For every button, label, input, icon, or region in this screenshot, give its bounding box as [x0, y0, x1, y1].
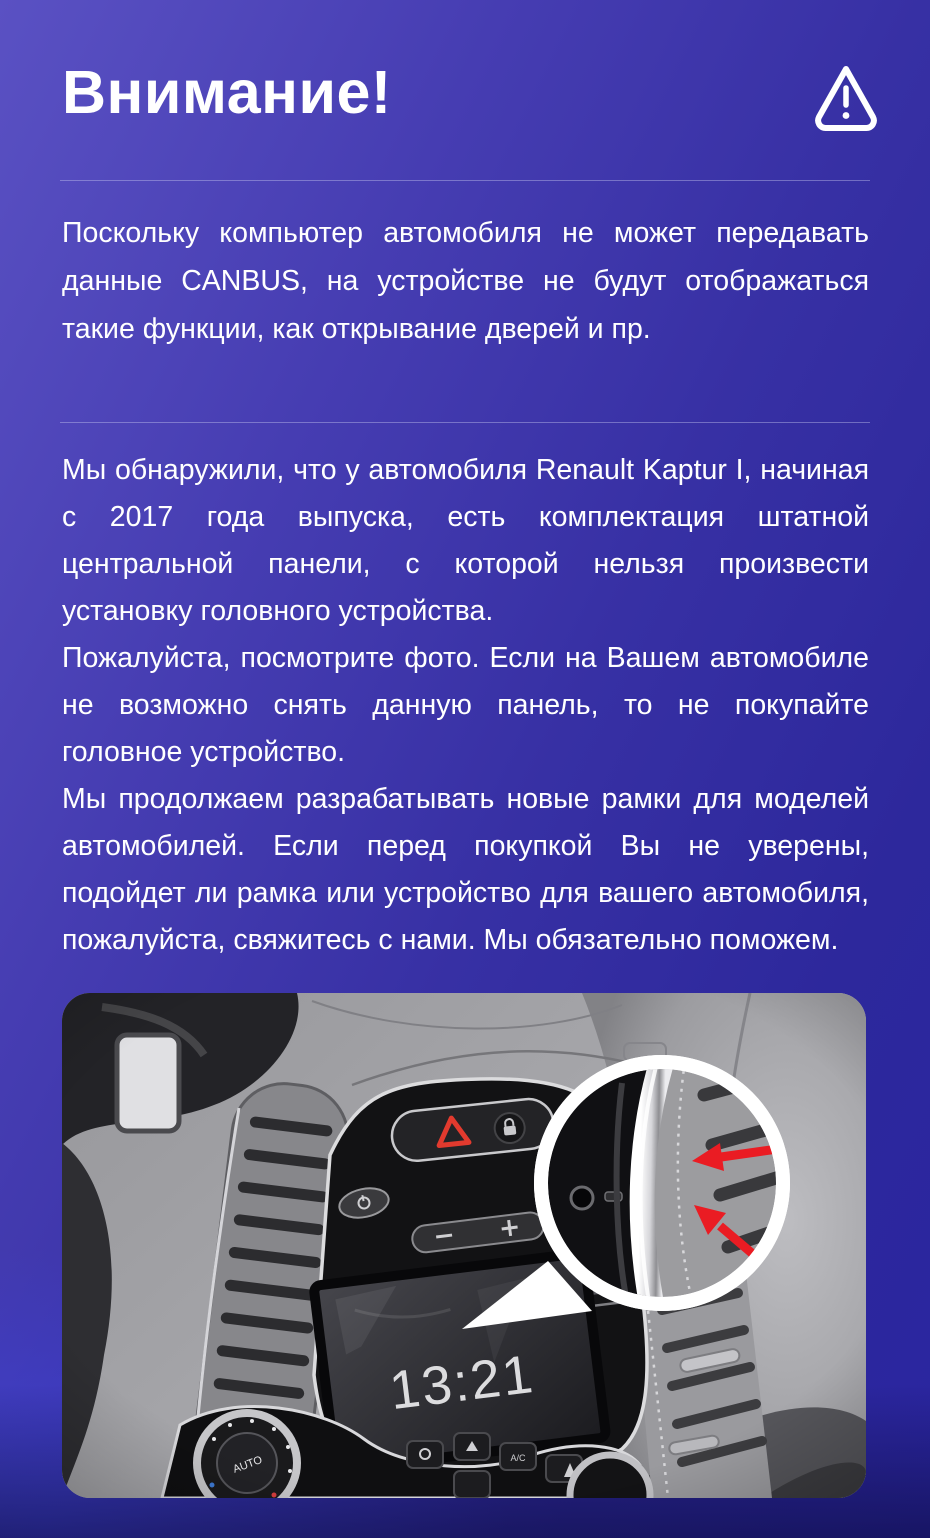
page-title: Внимание! [62, 58, 392, 126]
divider-middle [60, 422, 870, 423]
notice-kaptur-1: Мы обнаружили, что у автомобиля Renault Kaptur I, начиная с 2017 года выпуска, есть комплектация штатной центральной панели, с которой нельзя произвести установку головного устройства. [62, 454, 869, 627]
divider-top [60, 180, 870, 181]
notice-canbus: Поскольку компьютер автомобиля не может передавать данные CANBUS, на устройстве не будут отображаться такие функции, как открывание дверей и пр. [62, 217, 869, 345]
notice-kaptur-2: Пожалуйста, посмотрите фото. Если на Вашем автомобиле не возможно снять данную панель, то не покупайте головное устройство. [62, 642, 869, 768]
warning-triangle-icon [813, 62, 879, 134]
dashboard-photo [62, 993, 866, 1498]
dashboard-photo-art [62, 993, 866, 1498]
notice-kaptur-3: Мы продолжаем разрабатывать новые рамки для моделей автомобилей. Если перед покупкой Вы не уверены, подойдет ли рамка или устройство для вашего автомобиля, пожалуйста, свяжитесь с нами. Мы обязательно поможем. [62, 783, 869, 956]
notice-kaptur-block [62, 447, 869, 964]
photo-vignette [62, 993, 866, 1498]
